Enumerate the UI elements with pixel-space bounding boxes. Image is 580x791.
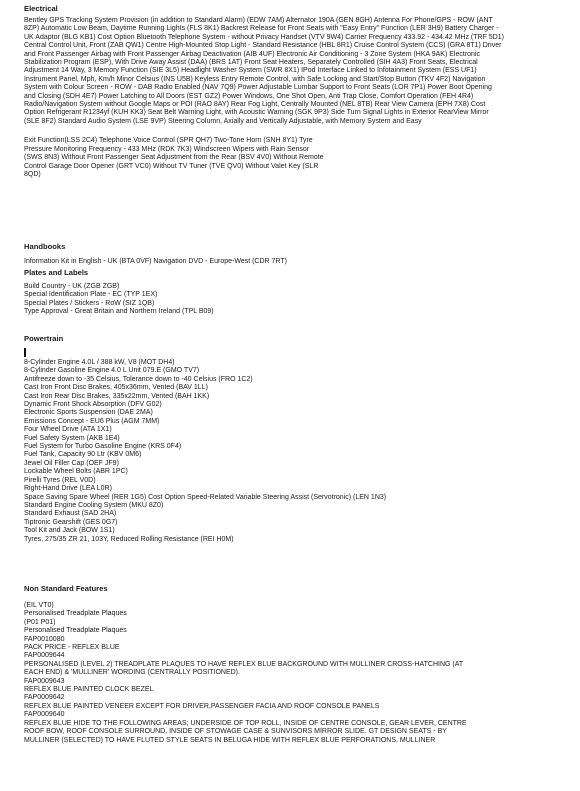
text-cursor xyxy=(24,348,556,358)
plates-heading: Plates and Labels xyxy=(24,268,89,277)
text-line: 8QD) xyxy=(24,170,41,178)
electrical-continuation xyxy=(24,137,556,179)
text-line: Dynamic Front Shock Absorption (DFV G02) xyxy=(24,401,162,409)
text-line: Information Kit in English - UK (BTA 0VF) Navigation DVD - Europe-West (CDR 7RT) xyxy=(24,258,287,265)
text-line: REFLEX BLUE PAINTED CLOCK BEZEL xyxy=(24,686,154,694)
text-line: MULLINER (SELECTED) TO HAVE FLUTED STYLE SEATS IN BELUGA HIDE WITH REFLEX BLUE PERFORATIONS. MULLINER xyxy=(24,736,436,744)
nonstandard-heading: Non Standard Features xyxy=(24,584,108,593)
text-line: FAP0009644 xyxy=(24,652,65,660)
text-line: Tyres, 275/35 ZR 21, 103Y, Reduced Rolling Resistance (REI H0M) xyxy=(24,535,234,543)
text-line: REFLEX BLUE HIDE TO THE FOLLOWING AREAS; UNDERSIDE OF TOP ROLL, INSIDE OF CENTRE CONSOLE, GEAR LEVER, CENTRE xyxy=(24,719,467,727)
text-line: ROOF BOW, ROOF CONSOLE SURROUND, INSIDE OF STOWAGE CASE & SUNVISORS MIRROR SLIDE. GT DESIGN SEATS - BY xyxy=(24,728,447,736)
text-line: Exit Function(LSS 2C4) Telephone Voice Control (SPR QH7) Two-Tone Horn (SNH 8Y1) Tyre xyxy=(24,137,313,145)
text-line: Control Garage Door Opener (GRT VC0) Without TV Tuner (TVE QV0) Without Valet Key (SLR xyxy=(24,162,319,170)
text-line: Type Approval - Great Britain and Northern Ireland (TPL B09) xyxy=(24,308,214,316)
text-line: Space Saving Spare Wheel (RER 1G5) Cost Option Speed-Related Variable Steering Assist (Servotronic) (LEN 1N3) xyxy=(24,493,387,501)
text-line: Build Country - UK (ZGB ZGB) xyxy=(24,283,120,290)
handbooks-section xyxy=(24,242,556,266)
text-line: 8-Cylinder Gasoline Engine 4.0 L Unit 079.E (GMO TV7) xyxy=(24,367,200,375)
text-line: Jewel Oil Filler Cap (OEF JF9) xyxy=(24,459,119,467)
text-line: Pirelli Tyres (REL V0D) xyxy=(24,476,96,484)
powertrain-list xyxy=(24,359,556,544)
text-line: FAP0009642 xyxy=(24,694,65,702)
text-caret-icon xyxy=(24,348,26,357)
powertrain-heading: Powertrain xyxy=(24,334,64,343)
text-line: Antifreeze down to -35 Celsius, Tolerance down to -40 Celsius (FRO 1C2) xyxy=(24,375,253,383)
text-line: Four Wheel Drive (ATA 1X1) xyxy=(24,426,112,434)
text-line: Standard Engine Cooling System (MKU 8Z0) xyxy=(24,501,164,509)
text-line: Lockable Wheel Bolts (ABR 1PC) xyxy=(24,468,128,476)
text-line: EACH END) & 'MULLINER' WORDING (CENTRALLY POSITIONED). xyxy=(24,669,240,677)
text-line: REFLEX BLUE PAINTED VENEER EXCEPT FOR DRIVER,PASSENGER FACIA AND ROOF CONSOLE PANELS xyxy=(24,702,380,710)
text-line: Fuel Tank, Capacity 90 Ltr (KBV 0M6) xyxy=(24,451,142,459)
text-line: Electronic Sports Suspension (DAE 2MA) xyxy=(24,409,153,417)
nonstandard-list xyxy=(24,602,556,745)
text-line: Tool Kit and Jack (BOW 1S1) xyxy=(24,527,115,535)
text-line: FAP0009643 xyxy=(24,677,65,685)
text-line: Special Plates / Stickers - RoW (SIZ 1QB) xyxy=(24,299,155,307)
text-line: Cast Iron Rear Disc Brakes, 335x22mm, Vented (BAH 1KK) xyxy=(24,392,210,400)
text-line: Emissions Concept - EU6 Plus (AGM 7MM) xyxy=(24,417,160,425)
plates-section xyxy=(24,268,556,317)
text-line: Personalised Treadplate Plaques xyxy=(24,610,127,618)
text-line: Cast Iron Front Disc Brakes, 405x36mm, Vented (BAV 1LL) xyxy=(24,384,208,392)
text-line: (EIL VT0) xyxy=(24,602,54,609)
text-line: FAP0010080 xyxy=(24,635,65,643)
text-line: PERSONALISED (LEVEL 2) TREADPLATE PLAQUES TO HAVE REFLEX BLUE BACKGROUND WITH MULLINER CROSS-HATCHING (AT xyxy=(24,660,464,668)
text-line: Pressure Monitoring Frequency - 433 MHz (RDK 7K3) Windscreen Wipers with Rain Sensor xyxy=(24,145,310,153)
electrical-heading: Electrical xyxy=(24,4,58,13)
electrical-paragraph: Bentley GPS Tracking System Provision (in addition to Standard Alarm) (EDW 7AM) Alternator 190A (GEN 8GH) Antenna For Phone/GPS - ROW (ANT 8ZP) Automatic Low Beam, Daytime Running Lights (FLS 8K1) Backrest Release for Front Seats with "Easy Entry" Function (LER 3H9) Battery Charger - UK Adaptor (BLG KB1) Cost Option Bluetooth Telephone System - without Privacy Handset (VTV 9W4) Carrier Frequency 433.92 - 434.42 MHz (TRF 5D1) Central Control Unit, Front (ZAB QW1) Centre High-Mounted Stop Light - Standard Resistance (HBL 8R1) Cruise Control System (CCS) (GRA 8T1) Driver and Front Passenger Airbag with Front Passenger Airbag Deactivation (AIB 4UF) Electronic Air Conditioning - 3 Zone System (HKA 9AK) Electronic Stabilization Program (ESP), With Drive Away Assist (DAA) (BRS 1AT) Front Seat Heaters, Separately Controlled (SIH 4A3) Front Seats, Electrical Adjustment 14 Way, 3 Memory Function (SIE 3L5) Headlight Washer System (SWR 8X1) IPod Interface Linked to Infotainment System (ESS UF1) Instrument Panel, Mph, Km/h Minor Celsius (INS U5B) Keyless Entry Remote Control, with Safe Locking and Start/Stop Button (TKV 4F2) Navigation System with Colour Screen - ROW - DAB Radio Enabled (NAV 7Q9) Power Adjustable Lumbar Support to Front Seats (LOR 7P1) Power Boot Opening and Closing (SDH 4E7) Power Latching to All Doors (EST GZ2) Power Windows, One Shot Open, Anti Trap Close, Comfort Operation (FEH 4R4) Radio/Navigation System without Google Maps or POI (RAO 8AY) Rear Fog Light, Centrally Mounted (NEL 8TB) Rear View Camera (EPH 7X8) Cost Option Refrigerant R1234yf (KUH KK3) Seat Belt Warning Light, with Acoustic Warning (SGK 9P3) Side Turn Signal Lights in Exterior RearView Mirror (SLE 8F2) Standard Audio System (LSE 9VP) Steering Column, Axially and Vertically Adjustable, with Memory System and Easy xyxy=(24,17,504,125)
text-line: Fuel System for Turbo Gasoline Engine (KRS 0F4) xyxy=(24,443,182,451)
text-line: Tiptronic Gearshift (GES 0G7) xyxy=(24,518,118,526)
electrical-section xyxy=(24,4,556,179)
text-line: Special Identification Plate - EC (TYP 1EX) xyxy=(24,291,158,299)
text-line: FAP0009640 xyxy=(24,711,65,719)
text-line: Fuel Safety System (AKB 1E4) xyxy=(24,434,120,442)
text-line: Personalised Treadplate Plaques xyxy=(24,627,127,635)
handbooks-heading: Handbooks xyxy=(24,242,66,251)
text-line: Right-Hand Drive (LEA L0R) xyxy=(24,485,112,493)
text-line: 8-Cylinder Engine 4.0L / 388 kW, V8 (MOT DH4) xyxy=(24,359,175,366)
powertrain-section xyxy=(24,334,556,544)
text-line: (SWS 8N3) Without Front Passenger Seat Adjustment from the Rear (BSV 4V0) Without Remote xyxy=(24,154,324,162)
text-line: Standard Exhaust (SAD 2HA) xyxy=(24,510,117,518)
text-line: PACK PRICE - REFLEX BLUE xyxy=(24,644,120,652)
text-line: (P01 P01) xyxy=(24,618,56,626)
nonstandard-section xyxy=(24,584,556,745)
